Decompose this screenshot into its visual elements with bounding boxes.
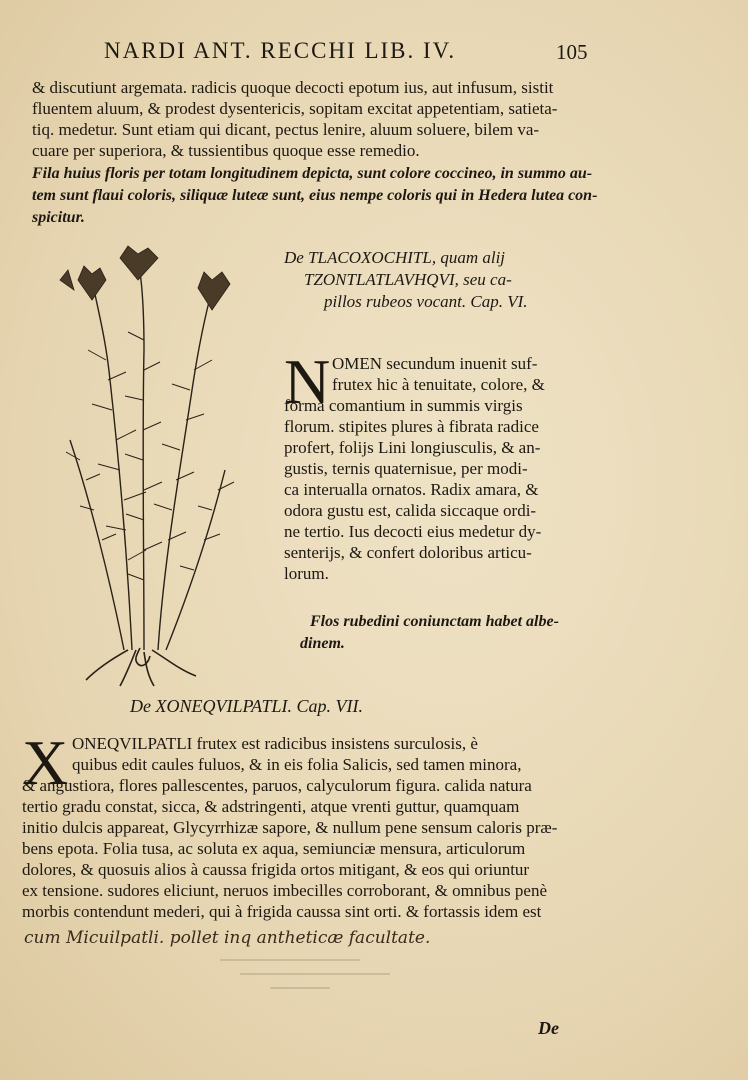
text-line: ne tertio. Ius decocti eius medetur dy- [284,522,542,541]
text-line: profert, folijs Lini longiusculis, & an- [284,438,541,457]
text-line: ca interualla ornatos. Radix amara, & [284,480,539,499]
text-line: senterijs, & confert doloribus articu- [284,543,532,562]
text-line: frutex hic à tenuitate, colore, & [332,375,545,394]
text-line: & angustiora, flores pallescentes, paruos, calyculorum figura. calida natura [22,776,532,795]
text-line: & discutiunt argemata. radicis quoque decocti epotum ius, aut infusum, sistit [32,78,554,97]
chapter-heading-vii: De XONEQVILPATLI. Cap. VII. [130,696,363,716]
text-line: bens epota. Folia tusa, ac soluta ex aqua, semiunciæ mensura, articulorum [22,839,526,858]
text-line: ONEQVILPATLI frutex est radicibus insistens surculosis, è [72,734,478,753]
text-line: tertio gradu constat, sicca, & adstringenti, atque vrenti guttur, quamquam [22,797,520,816]
text-line: lorum. [284,564,329,583]
text-line: Flos rubedini coniunctam habet albe- [310,613,559,630]
text-line: gustis, ternis quaternisue, per modi- [284,459,528,478]
text-line: initio dulcis appareat, Glycyrrhizæ sapore, & nullum pene sensum caloris præ- [22,818,558,837]
page-header [0,38,748,74]
handwritten-line: cum Micuilpatli. pollet inq antheticæ facultate. [24,928,431,948]
text-line: Fila huius floris per totam longitudinem depicta, sunt colore coccineo, in summo au- [32,165,593,182]
heading-line: pillos rubeos vocant. Cap. VI. [324,292,528,311]
show-through-texture [210,952,410,992]
page-number: 105 [556,40,588,64]
text-line: cuare per superiora, & tussientibus quoque esse remedio. [32,141,420,160]
text-line: OMEN secundum inuenit suf- [332,354,538,373]
text-line: morbis contendunt mederi, qui à frigida caussa sint orti. & fortassis idem est [22,902,542,921]
text-line: dolores, & quosuis alios à caussa frigida ortos mitigant, & eos qui oriuntur [22,860,530,879]
catchword: De [538,1018,559,1038]
text-line: quibus edit caules fuluos, & in eis folia Salicis, sed tamen minora, [72,755,522,774]
text-line: forma comantium in summis virgis [284,396,523,415]
text-line: tiq. medetur. Sunt etiam qui dicant, pectus lenire, aluum soluere, bilem va- [32,120,540,139]
running-head: NARDI ANT. RECCHI LIB. IV. [104,38,457,63]
heading-line: De TLACOXOCHITL, quam alij [284,248,506,267]
text-line: odora gustu est, calida siccaque ordi- [284,501,537,520]
text-line: ex tensione. sudores eliciunt, neruos imbecilles corroborant, & omnibus penè [22,881,547,900]
plant-woodcut-illustration [40,240,260,690]
text-line: fluentem aluum, & prodest dysentericis, sopitam excitat appetentiam, satieta- [32,99,558,118]
text-line: dinem. [300,635,345,652]
text-line: spicitur. [32,209,85,226]
text-line: florum. stipites plures à fibrata radice [284,417,539,436]
drop-cap: X [22,727,69,798]
text-line: tem sunt flaui coloris, siliquæ luteæ sunt, eius nempe coloris qui in Hedera lutea con- [32,187,598,204]
bleed-through-marks [210,952,410,992]
heading-line: TZONTLATLAVHQVI, seu ca- [304,270,512,289]
drop-cap: N [284,346,331,417]
